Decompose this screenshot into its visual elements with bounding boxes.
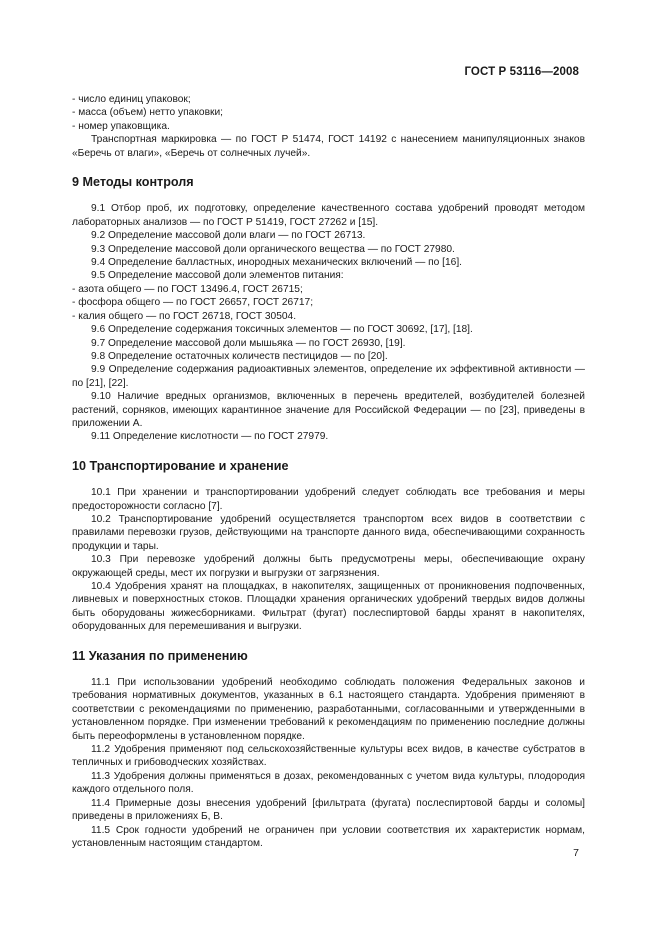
list-item: - калия общего — по ГОСТ 26718, ГОСТ 30504.: [72, 310, 297, 322]
paragraph-11-2: 11.2 Удобрения применяют под сельскохозяйственные культуры всех видов, в качестве субстратов в тепличных и грибоводческих хозяйствах.: [72, 744, 585, 769]
paragraph-9-9: 9.9 Определение содержания радиоактивных элементов, определение их эффективной активности — по [21], [22].: [72, 364, 585, 389]
list-item: - фосфора общего — по ГОСТ 26657, ГОСТ 26717;: [72, 297, 314, 309]
paragraph-9-8: 9.8 Определение остаточных количеств пестицидов — по [20].: [91, 350, 388, 362]
paragraph-10-4: 10.4 Удобрения хранят на площадках, в накопителях, защищенных от проникновения подпочвенных, ливневых и поверхностных стоков. Площадки хранения органических удобрений твердых видов должны быть оборудованы жижесборниками. Фильтрат (фугат) послеспиртовой барды хранят в накопителях, оборудованных для перемешивания и выгрузки.: [72, 581, 585, 633]
paragraph-11-1: 11.1 При использовании удобрений необходимо соблюдать положения Федеральных законов и требования нормативных документов, указанных в 6.1 настоящего стандарта. Удобрения применяют в соответствии с рекомендациями по применению, разработанными, согласованными и утвержденными в установленном порядке. При изменении требований к рекомендациям по применению последние должны быть переоформлены в установленном порядке.: [72, 677, 585, 742]
section-9-heading: 9 Методы контроля: [72, 175, 194, 190]
paragraph-9-10: 9.10 Наличие вредных организмов, включенных в перечень вредителей, возбудителей болезней растений, сорняков, имеющих карантинное значение для Российской Федерации — по [23], приведены в приложении А.: [72, 391, 585, 429]
page-number: 7: [573, 847, 579, 859]
section-10-heading: 10 Транспортирование и хранение: [72, 458, 289, 473]
list-item: - масса (объем) нетто упаковки;: [72, 107, 223, 119]
document-body: [72, 93, 585, 850]
paragraph-9-5: 9.5 Определение массовой доли элементов питания:: [91, 270, 344, 282]
paragraph-10-3: 10.3 При перевозке удобрений должны быть предусмотрены меры, обеспечивающие охрану окружающей среды, мест их погрузки и выгрузки от загрязнения.: [72, 554, 585, 579]
list-item: - номер упаковщика.: [72, 120, 170, 132]
list-item: - азота общего — по ГОСТ 13496.4, ГОСТ 26715;: [72, 283, 303, 295]
document-id-header: ГОСТ Р 53116—2008: [464, 66, 579, 78]
paragraph-11-3: 11.3 Удобрения должны применяться в дозах, рекомендованных с учетом вида культуры, плодородия каждого отдельного поля.: [72, 770, 585, 796]
paragraph-9-7: 9.7 Определение массовой доли мышьяка — по ГОСТ 26930, [19].: [91, 337, 406, 349]
paragraph-11-5: 11.5 Срок годности удобрений не ограничен при условии соответствия их характеристик нормам, установленным настоящим стандартом.: [72, 824, 585, 849]
transport-marking-paragraph: Транспортная маркировка — по ГОСТ Р 51474, ГОСТ 14192 с нанесением манипуляционных знаков «Беречь от влаги», «Беречь от солнечных лучей».: [72, 134, 585, 159]
list-item: - число единиц упаковок;: [72, 94, 191, 105]
paragraph-9-3: 9.3 Определение массовой доли органического вещества — по ГОСТ 27980.: [91, 243, 455, 255]
section-11-heading: 11 Указания по применению: [72, 648, 248, 663]
paragraph-9-1: 9.1 Отбор проб, их подготовку, определение качественного состава удобрений проводят методом лабораторных анализов — по ГОСТ Р 51419, ГОСТ 27262 и [15].: [72, 203, 585, 228]
paragraph-9-2: 9.2 Определение массовой доли влаги — по ГОСТ 26713.: [91, 230, 366, 242]
paragraph-10-1: 10.1 При хранении и транспортировании удобрений следует соблюдать все требования и меры предосторожности согласно [7].: [72, 487, 585, 512]
paragraph-9-4: 9.4 Определение балластных, инородных механических включений — по [16].: [91, 257, 462, 269]
paragraph-9-6: 9.6 Определение содержания токсичных элементов — по ГОСТ 30692, [17], [18].: [91, 324, 473, 336]
paragraph-10-2: 10.2 Транспортирование удобрений осуществляется транспортом всех видов в соответствии с правилами перевозки грузов, действующими на транспорте данного вида, обеспечивающими сохранность продукции и тары.: [72, 513, 585, 552]
paragraph-9-11: 9.11 Определение кислотности — по ГОСТ 27979.: [91, 431, 329, 443]
paragraph-11-4: 11.4 Примерные дозы внесения удобрений [фильтрата (фугата) послеспиртовой барды и соломы] приведены в приложениях Б, В.: [72, 797, 585, 823]
